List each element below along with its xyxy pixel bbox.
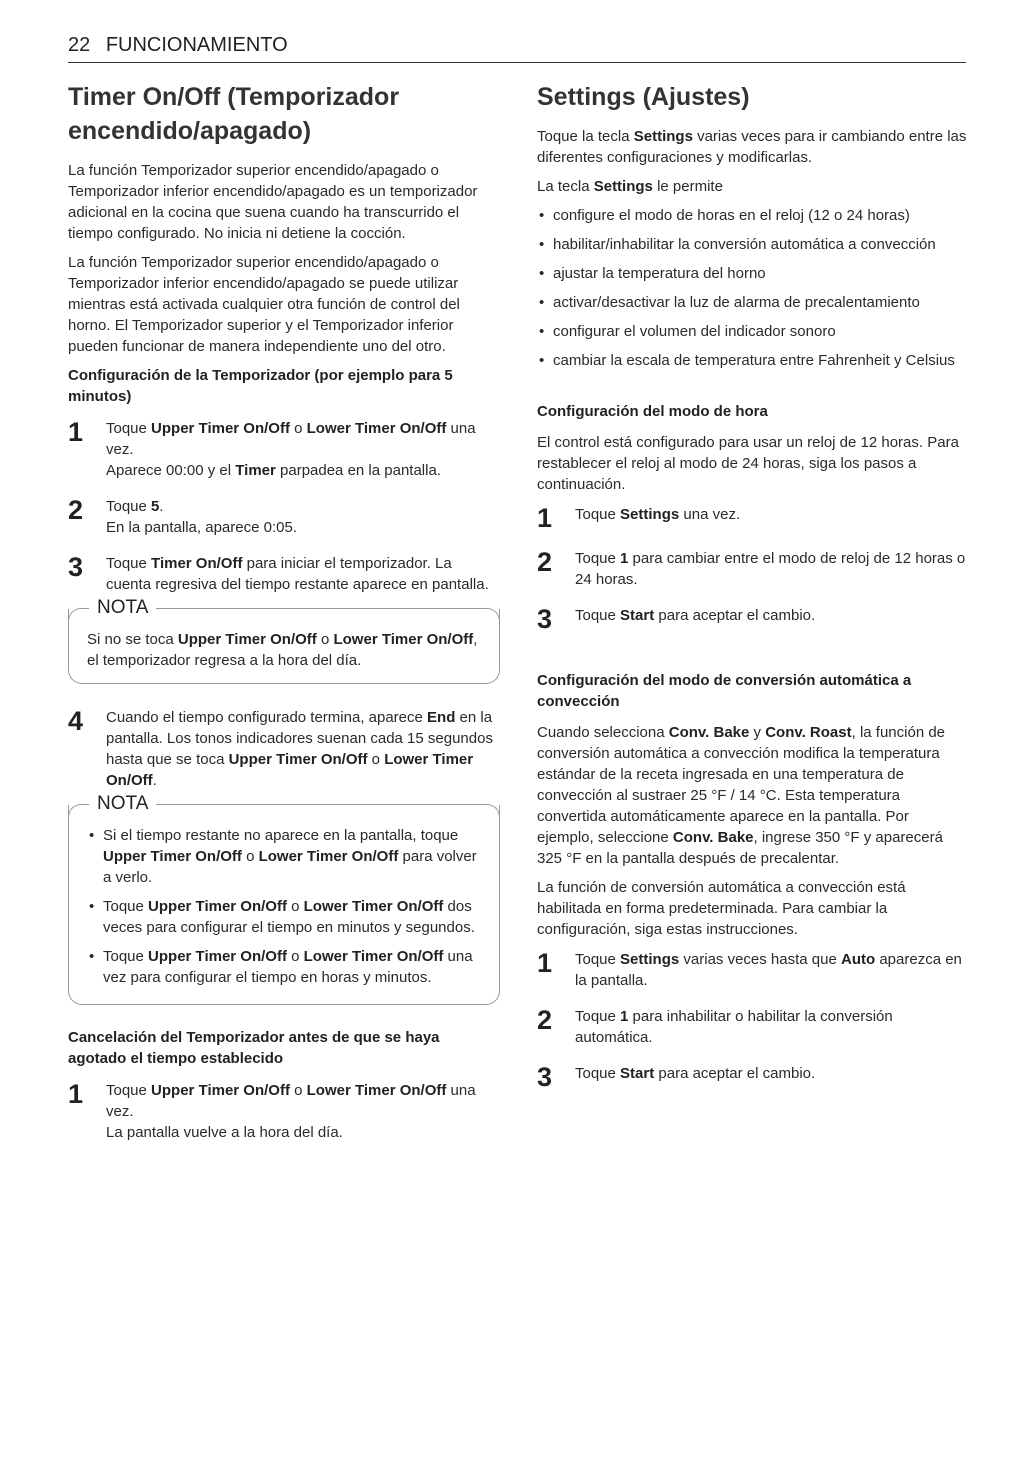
left-column bbox=[68, 80, 500, 1157]
timer-step-3 bbox=[68, 552, 500, 595]
conv-text-2: La función de conversión automática a convección está habilitada en forma predeterminada. Para cambiar la configuración, siga estas instrucciones. bbox=[537, 879, 906, 938]
step-number: 3 bbox=[537, 1062, 553, 1092]
note-text: Si no se toca Upper Timer On/Off o Lower Timer On/Off, el temporizador regresa a la hora del día. bbox=[87, 631, 478, 669]
cancel-step-1 bbox=[68, 1079, 500, 1143]
step-number: 1 bbox=[537, 948, 553, 978]
clock-step-3 bbox=[537, 604, 967, 634]
list-item: • habilitar/inhabilitar la conversión automática a convección bbox=[537, 234, 967, 255]
step-text: Toque 1 para inhabilitar o habilitar la conversión automática. bbox=[575, 1008, 893, 1046]
settings-allows: La tecla Settings le permite bbox=[537, 178, 723, 195]
right-column bbox=[537, 80, 967, 1106]
conv-step-1 bbox=[537, 948, 967, 991]
timer-title: Timer On/Off (Temporizador encendido/apagado) bbox=[68, 83, 400, 145]
list-item: • ajustar la temperatura del horno bbox=[537, 263, 967, 284]
step-text: Toque Settings una vez. bbox=[575, 506, 741, 523]
list-item: • activar/desactivar la luz de alarma de precalentamiento bbox=[537, 292, 967, 313]
timer-intro-1: La función Temporizador superior encendido/apagado o Temporizador inferior encendido/apagado es un temporizador adicional en la cocina que suena cuando ha transcurrido el tiempo configurado. No inicia ni detiene la cocción. bbox=[68, 162, 478, 242]
list-item: • configurar el volumen del indicador sonoro bbox=[537, 321, 967, 342]
list-item: • cambiar la escala de temperatura entre Fahrenheit y Celsius bbox=[537, 350, 967, 371]
step-text: Toque Upper Timer On/Off o Lower Timer On/Off una vez. Aparece 00:00 y el Timer parpadea en la pantalla. bbox=[106, 420, 476, 479]
conv-heading: Configuración del modo de conversión automática a convección bbox=[537, 672, 912, 710]
step-text: Cuando el tiempo configurado termina, aparece End en la pantalla. Los tonos indicadores suenan cada 15 segundos hasta que se toca Upper Timer On/Off o Lower Timer On/Off. bbox=[106, 709, 493, 789]
note-item: • Toque Upper Timer On/Off o Lower Timer On/Off una vez para configurar el tiempo en horas y minutos. bbox=[87, 946, 481, 988]
step-number: 1 bbox=[537, 503, 553, 533]
step-number: 2 bbox=[537, 547, 553, 577]
note-box-2 bbox=[68, 793, 500, 1005]
note-list bbox=[87, 825, 481, 988]
timer-step-1 bbox=[68, 417, 500, 481]
step-number: 4 bbox=[68, 706, 84, 736]
step-number: 2 bbox=[537, 1005, 553, 1035]
settings-intro: Toque la tecla Settings varias veces para ir cambiando entre las diferentes configuraciones y modificarlas. bbox=[537, 128, 967, 166]
cancel-heading: Cancelación del Temporizador antes de que se haya agotado el tiempo establecido bbox=[68, 1029, 440, 1067]
step-number: 1 bbox=[68, 417, 84, 447]
note-item: • Si el tiempo restante no aparece en la pantalla, toque Upper Timer On/Off o Lower Timer On/Off para volver a verlo. bbox=[87, 825, 481, 888]
step-text: Toque 1 para cambiar entre el modo de reloj de 12 horas o 24 horas. bbox=[575, 550, 966, 588]
step-number: 3 bbox=[537, 604, 553, 634]
step-text: Toque Timer On/Off para iniciar el temporizador. La cuenta regresiva del tiempo restante aparece en pantalla. bbox=[106, 555, 489, 593]
conv-text: Cuando selecciona Conv. Bake y Conv. Roast, la función de conversión automática a convección modifica la temperatura estándar de la receta ingresada en una temperatura de convección al sustraer 25 °F / 14 °C. Esta temperatura convertida automáticamente aparece en la pantalla. Por ejemplo, seleccione Conv. Bake, ingrese 350 °F y aparecerá 325 °F en la pantalla después de precalentar. bbox=[537, 724, 946, 867]
note-box-1 bbox=[68, 597, 500, 684]
timer-intro-2: La función Temporizador superior encendido/apagado o Temporizador inferior encendido/apagado se puede utilizar mientras está activada cualquier otra función de control del horno. El Temporizador superior y el Temporizador inferior pueden funcionar de manera independiente uno del otro. bbox=[68, 254, 460, 355]
step-text: Toque Start para aceptar el cambio. bbox=[575, 607, 816, 624]
settings-list bbox=[537, 205, 967, 371]
step-number: 3 bbox=[68, 552, 84, 582]
note-title: NOTA bbox=[89, 597, 156, 619]
step-text: Toque Settings varias veces hasta que Auto aparezca en la pantalla. bbox=[575, 951, 962, 989]
step-number: 2 bbox=[68, 495, 84, 525]
timer-step-4 bbox=[68, 706, 500, 791]
clock-step-2 bbox=[537, 547, 967, 590]
conv-step-3 bbox=[537, 1062, 967, 1092]
section-title: FUNCIONAMIENTO bbox=[105, 34, 288, 56]
step-text: Toque Upper Timer On/Off o Lower Timer On/Off una vez. La pantalla vuelve a la hora del día. bbox=[106, 1082, 476, 1141]
step-text: Toque 5. En la pantalla, aparece 0:05. bbox=[106, 498, 297, 536]
step-number: 1 bbox=[68, 1079, 84, 1109]
settings-title: Settings (Ajustes) bbox=[537, 83, 750, 111]
page-number: 22 bbox=[68, 34, 91, 56]
step-text: Toque Start para aceptar el cambio. bbox=[575, 1065, 816, 1082]
page-header bbox=[68, 34, 966, 63]
clock-heading: Configuración del modo de hora bbox=[537, 403, 768, 420]
clock-step-1 bbox=[537, 503, 967, 533]
list-item: • configure el modo de horas en el reloj (12 o 24 horas) bbox=[537, 205, 967, 226]
timer-config-heading: Configuración de la Temporizador (por ejemplo para 5 minutos) bbox=[68, 367, 453, 405]
conv-step-2 bbox=[537, 1005, 967, 1048]
note-item: • Toque Upper Timer On/Off o Lower Timer On/Off dos veces para configurar el tiempo en minutos y segundos. bbox=[87, 896, 481, 938]
note-title: NOTA bbox=[89, 793, 156, 815]
clock-text: El control está configurado para usar un reloj de 12 horas. Para restablecer el reloj al modo de 24 horas, siga los pasos a continuación. bbox=[537, 434, 959, 493]
timer-step-2 bbox=[68, 495, 500, 538]
